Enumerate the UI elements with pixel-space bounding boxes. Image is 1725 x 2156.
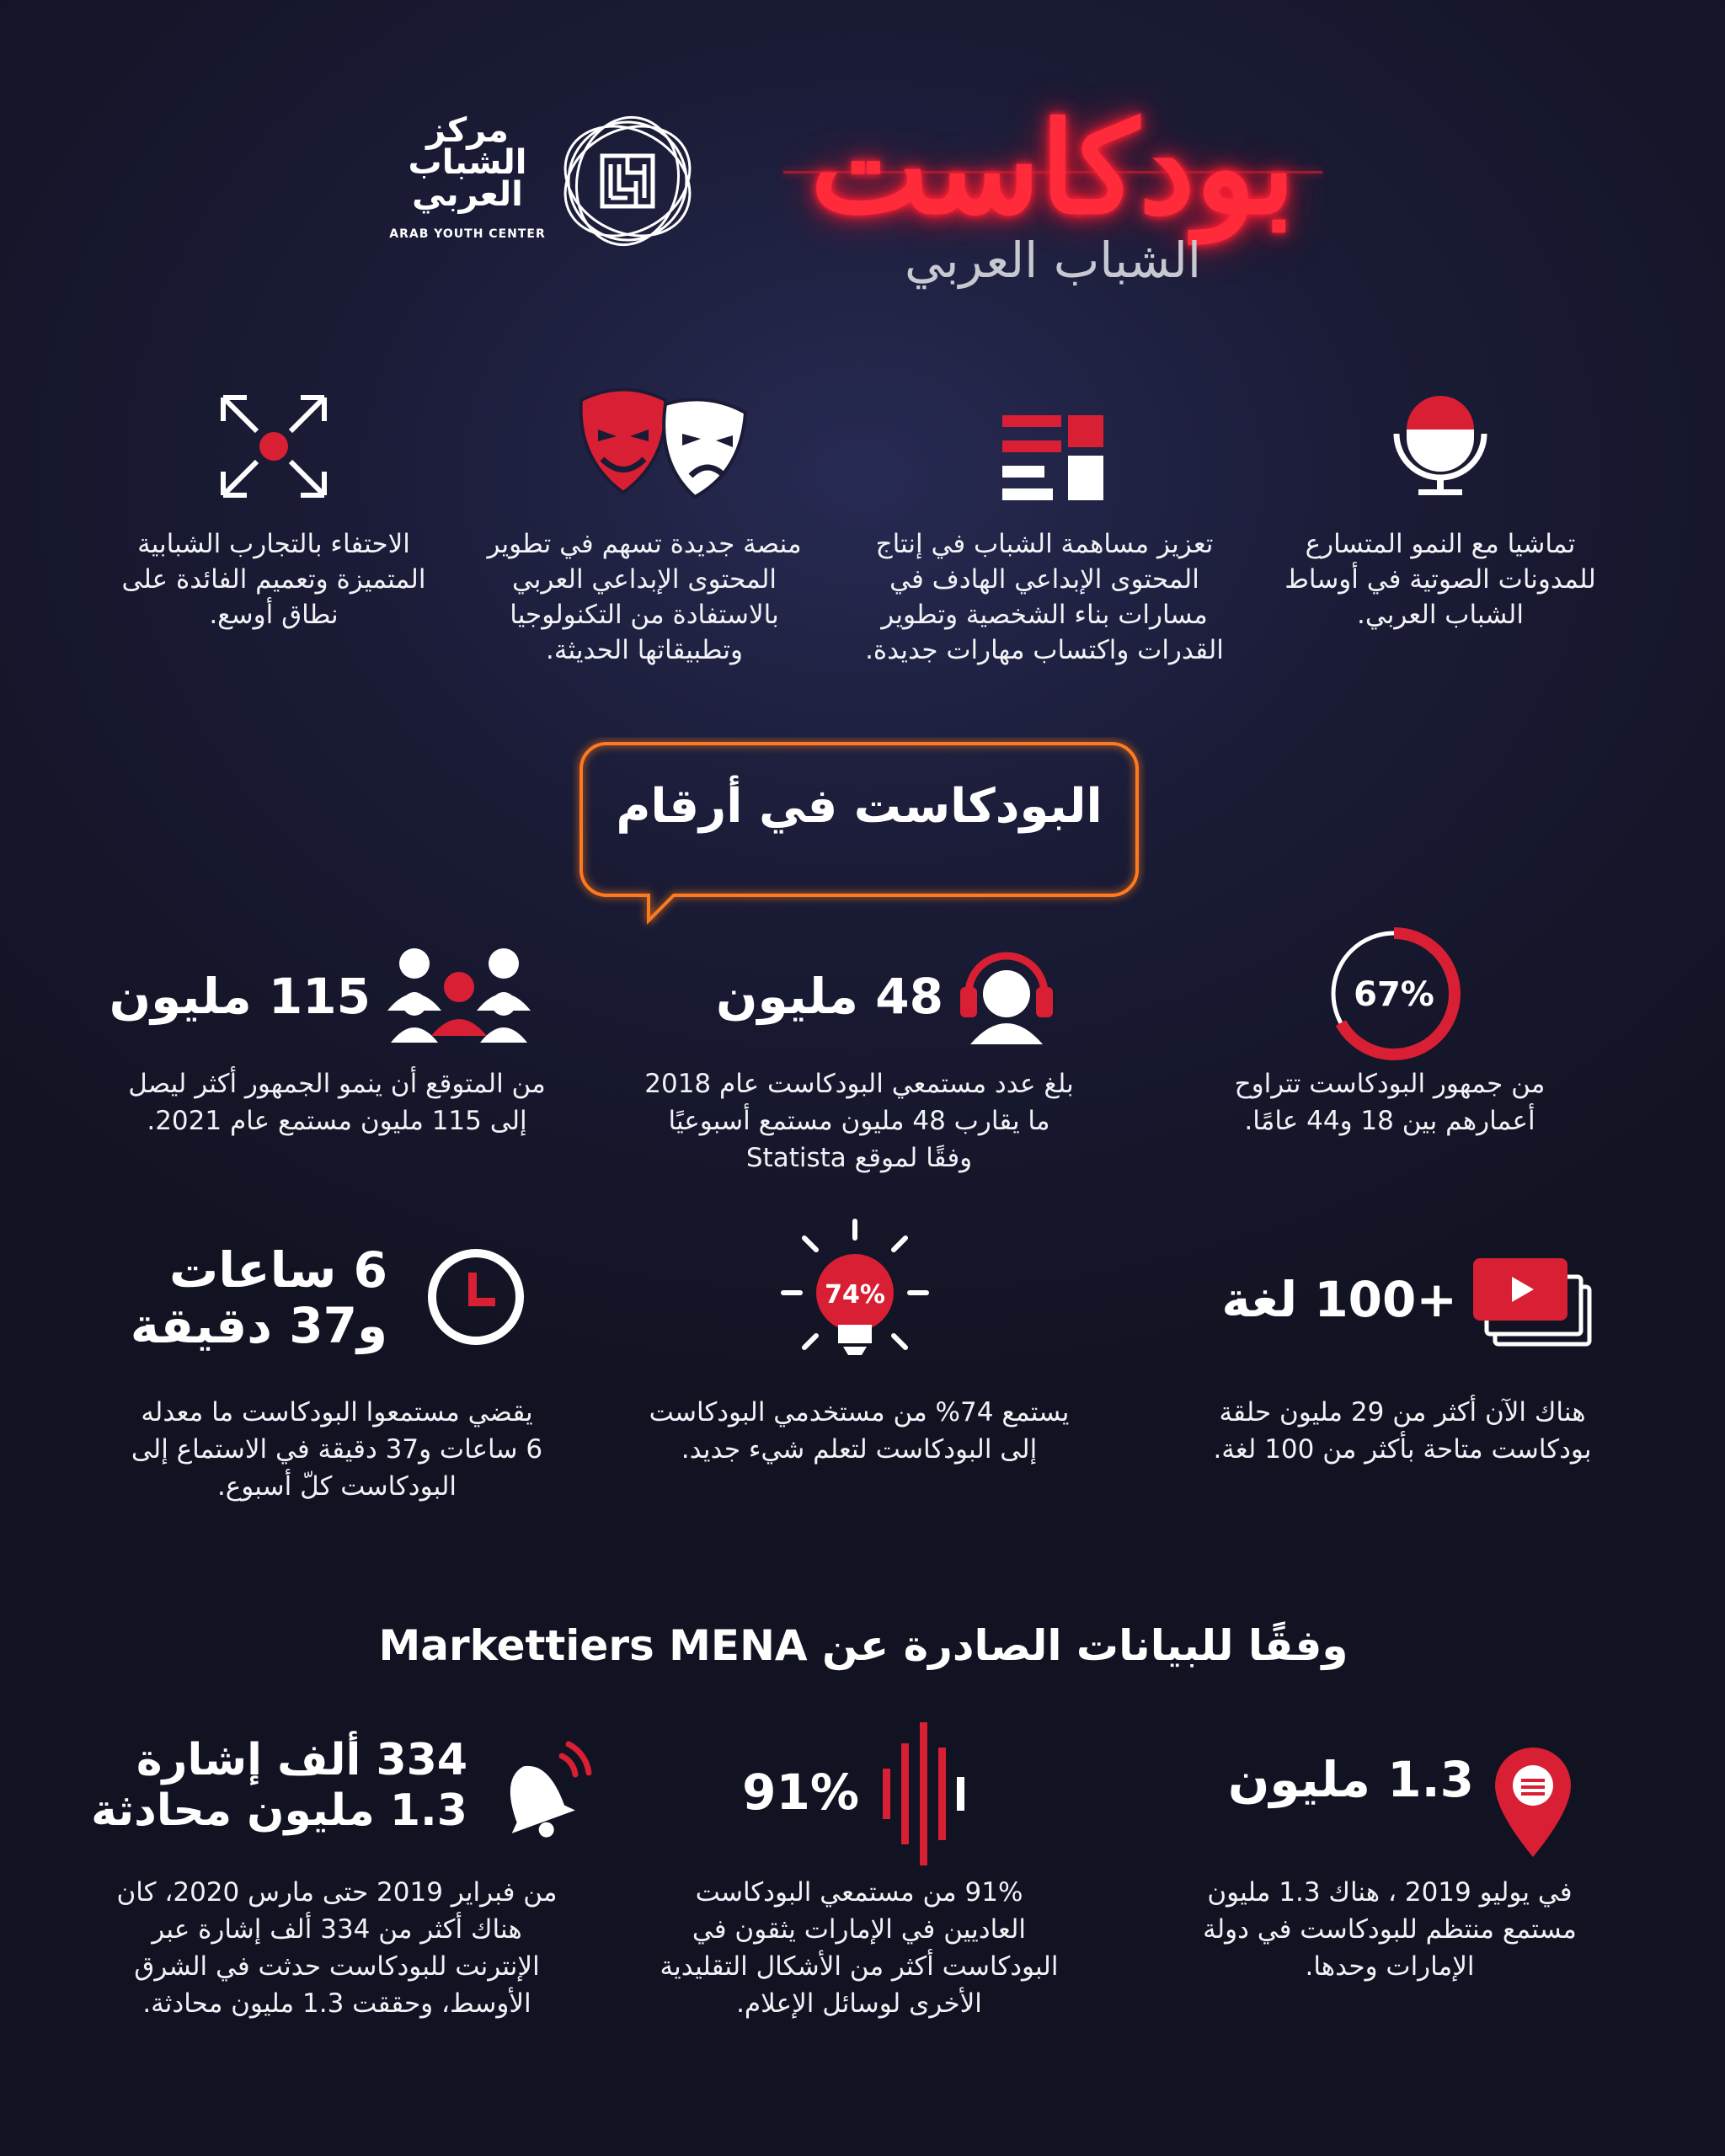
neon-podcast-title: بودكاست (809, 94, 1296, 243)
arab-youth-subtitle: الشباب العربي (905, 232, 1201, 289)
stat-learn-text: يستمع 74% من مستخدمي البودكاست إلى البودكاست لتعلم شيء جديد. (649, 1397, 1070, 1465)
stat-growth-text: من المتوقع أن ينمو الجمهور أكثر ليصل إلى 115 مليون مستمع عام 2021. (128, 1069, 546, 1136)
video-stack-icon (1470, 1255, 1596, 1348)
bulb-percent-label: 74% (825, 1280, 885, 1310)
audience-group-icon (379, 943, 539, 1044)
stat-time-value: 6 ساعات و37 دقيقة (130, 1241, 387, 1354)
microphone-icon (1373, 383, 1508, 501)
feature-text-platform: منصة جديدة تسهم في تطوير المحتوى الإبداعي العربي بالاستفادة من التكنولوجيا وتطبيقاتها الحديثة. (487, 529, 802, 665)
stat-listeners-text: بلغ عدد مستمعي البودكاست عام 2018 ما يقارب 48 مليون مستمع أسبوعيًا وفقًا لموقع Statista (644, 1069, 1074, 1173)
theater-masks-icon (564, 383, 758, 510)
mena-uae-text: في يوليو 2019 ، هناك 1.3 مليون مستمع منتظم للبودكاست في دولة الإمارات وحدها. (1203, 1877, 1577, 1982)
numbers-heading: البودكاست في أرقام (616, 779, 1103, 834)
expand-arrows-icon (206, 387, 341, 505)
lightbulb-icon (779, 1217, 931, 1369)
percent-ring-67 (1322, 922, 1466, 1065)
arab-youth-center-logo (371, 109, 708, 253)
blocks-icon (985, 396, 1120, 514)
mena-trust-text: 91% من مستمعي البودكاست العاديين في الإمارات يثقون في البودكاست أكثر من الأشكال التقليدية الأخرى لوسائل الإعلام. (660, 1877, 1059, 2019)
feature-text-growth: تماشيا مع النمو المتسارع للمدونات الصوتية في أوساط الشباب العربي. (1284, 529, 1596, 630)
sound-wave-icon (876, 1718, 985, 1870)
logo-seal-icon (556, 109, 699, 253)
feature-text-celebrate: الاحتفاء بالتجارب الشبابية المتميزة وتعميم الفائدة على نطاق أوسع. (121, 529, 426, 630)
headphones-user-icon (952, 943, 1061, 1044)
stat-time-text: يقضي مستمعوا البودكاست ما معدله 6 ساعات و37 دقيقة في الاستماع إلى البودكاست كلّ أسبوع. (131, 1397, 543, 1502)
percent-ring-label: 67% (1354, 975, 1434, 1014)
mena-heading: وفقًا للبيانات الصادرة عن Markettiers MENA (378, 1621, 1348, 1670)
stat-languages-text: هناك الآن أكثر من 29 مليون حلقة بودكاست متاحة بأكثر من 100 لغة. (1213, 1397, 1592, 1465)
logo-arabic-text: مركز الشباب العربي (408, 111, 527, 214)
stat-age-text: من جمهور البودكاست تتراوح أعمارهم بين 18 و44 عامًا. (1234, 1069, 1546, 1136)
logo-english-text: ARAB YOUTH CENTER (389, 227, 546, 241)
mena-uae-value: 1.3 مليون (1227, 1751, 1474, 1808)
stat-growth-value: 115 مليون (109, 968, 371, 1025)
stat-languages-value: +100 لغة (1221, 1271, 1457, 1328)
feature-text-contribution: تعزيز مساهمة الشباب في إنتاج المحتوى الإبداعي الهادف في مسارات بناء الشخصية وتطوير القدرات واكتساب مهارات جديدة. (865, 529, 1224, 665)
notification-bell-icon (484, 1739, 594, 1849)
mena-trust-value: 91% (742, 1764, 859, 1821)
podcast-title (758, 94, 1348, 289)
mena-mentions-text: من فبراير 2019 حتى مارس 2020، كان هناك أكثر من 334 ألف إشارة عبر الإنترنت للبودكاست حدثت في الشرق الأوسط، وحققت 1.3 مليون محادثة. (116, 1877, 558, 2019)
numbers-heading-bubble (573, 737, 1146, 905)
speech-bubble-icon (573, 737, 1146, 931)
mena-mentions-value: 334 ألف إشارة 1.3 مليون محادثة (91, 1735, 467, 1836)
stat-listeners-value: 48 مليون (715, 968, 943, 1025)
location-pin-icon (1491, 1743, 1575, 1861)
clock-icon (425, 1246, 526, 1348)
